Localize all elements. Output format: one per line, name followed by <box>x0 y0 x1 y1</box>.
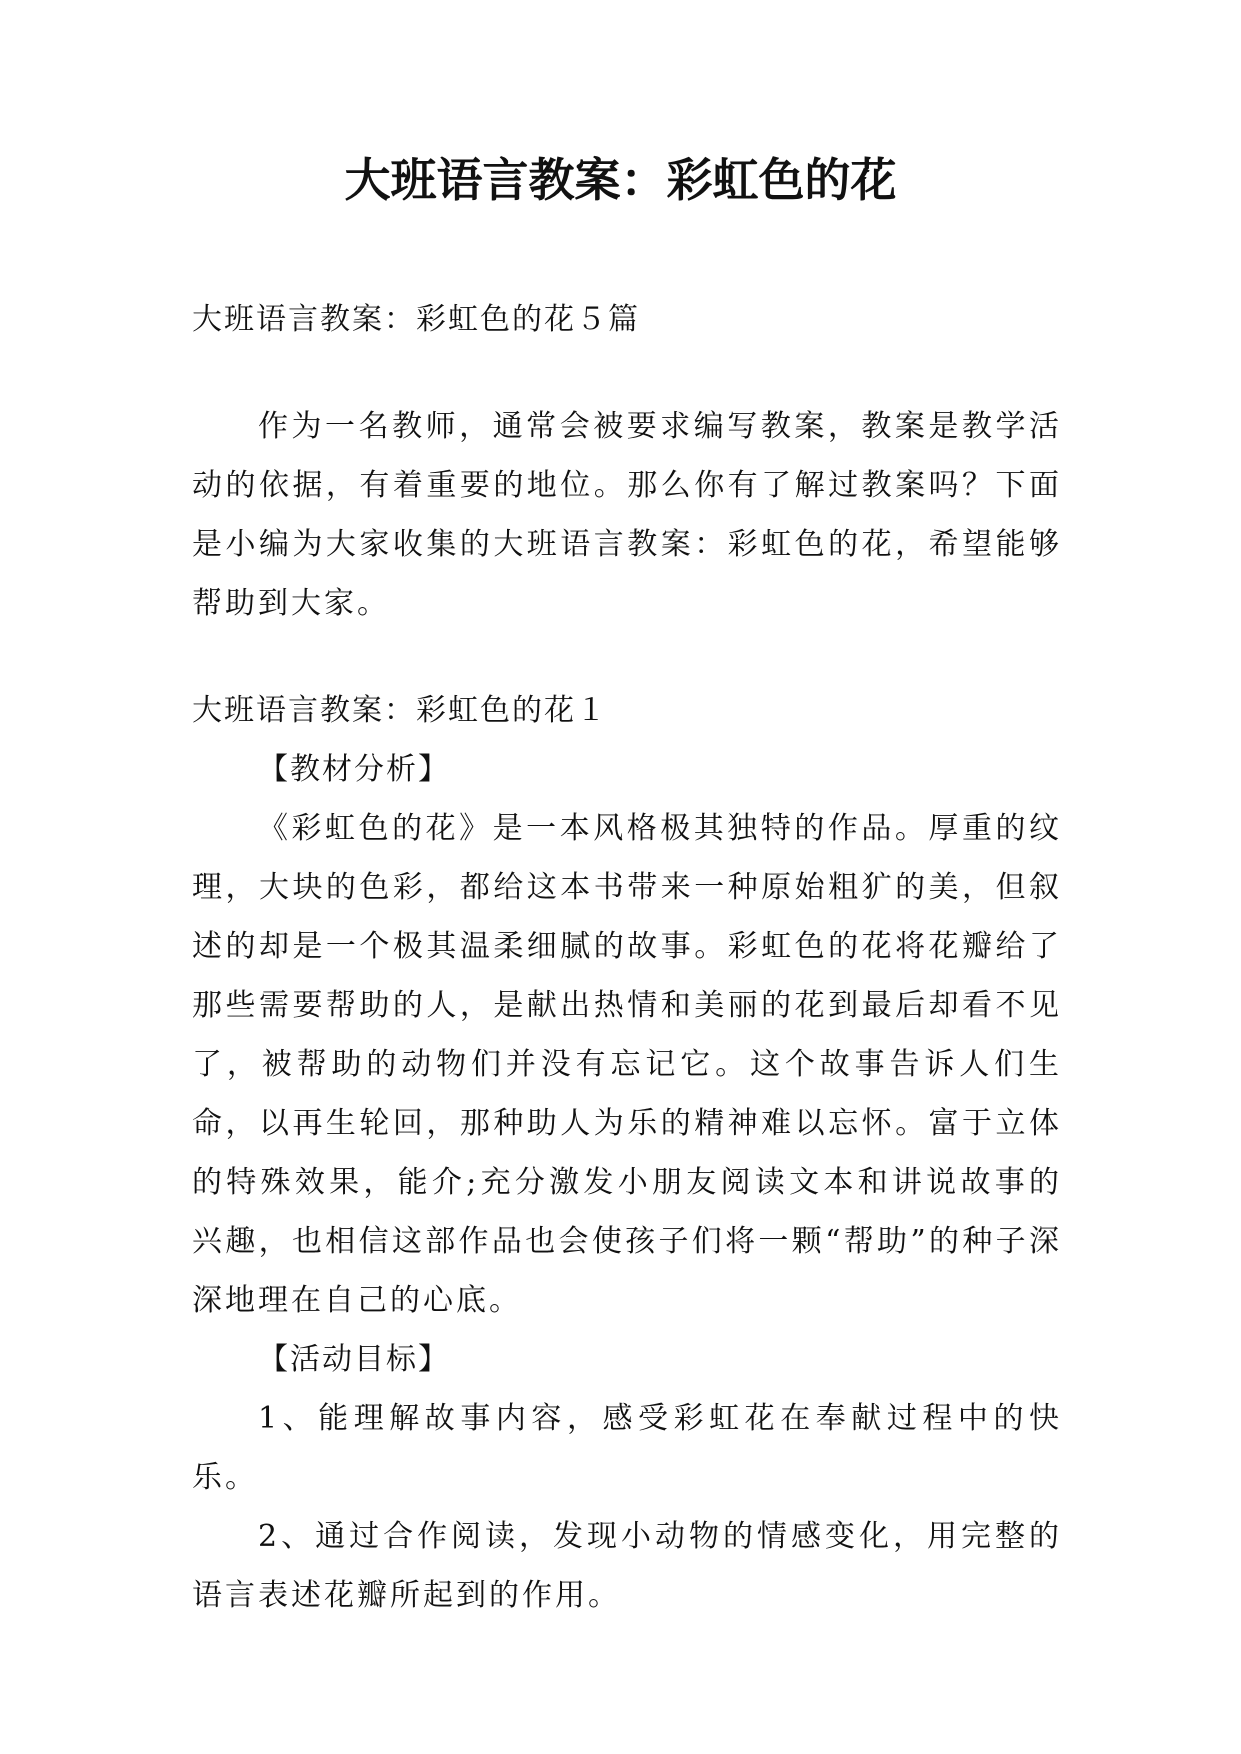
document-body <box>192 290 1062 1625</box>
document-title: 大班语言教案：彩虹色的花 <box>344 153 897 207</box>
activity-goals-heading: 【活动目标】 <box>258 1342 450 1377</box>
spacer <box>192 349 1062 397</box>
material-analysis-heading: 【教材分析】 <box>258 752 450 787</box>
activity-goal-2: 2、通过合作阅读，发现小动物的情感变化，用完整的语言表述花瓣所起到的作用。 <box>192 1519 1062 1613</box>
document-subtitle: 大班语言教案：彩虹色的花５篇 <box>192 302 640 337</box>
intro-paragraph: 作为一名教师，通常会被要求编写教案，教案是教学活动的依据，有着重要的地位。那么你有了解过教案吗？下面是小编为大家收集的大班语言教案：彩虹色的花，希望能够帮助到大家。 <box>192 409 1062 621</box>
activity-goal-1: 1、能理解故事内容，感受彩虹花在奉献过程中的快乐。 <box>192 1401 1062 1495</box>
spacer <box>192 633 1062 681</box>
section-heading-1: 大班语言教案：彩虹色的花１ <box>192 693 608 728</box>
material-analysis-paragraph: 《彩虹色的花》是一本风格极其独特的作品。厚重的纹理，大块的色彩，都给这本书带来一种原始粗犷的美，但叙述的却是一个极其温柔细腻的故事。彩虹色的花将花瓣给了那些需要帮助的人，是献出热情和美丽的花到最后却看不见了，被帮助的动物们并没有忘记它。这个故事告诉人们生命，以再生轮回，那种助人为乐的精神难以忘怀。富于立体的特殊效果，能介;充分激发小朋友阅读文本和讲说故事的兴趣，也相信这部作品也会使孩子们将一颗“帮助”的种子深深地理在自己的心底。 <box>192 811 1062 1318</box>
